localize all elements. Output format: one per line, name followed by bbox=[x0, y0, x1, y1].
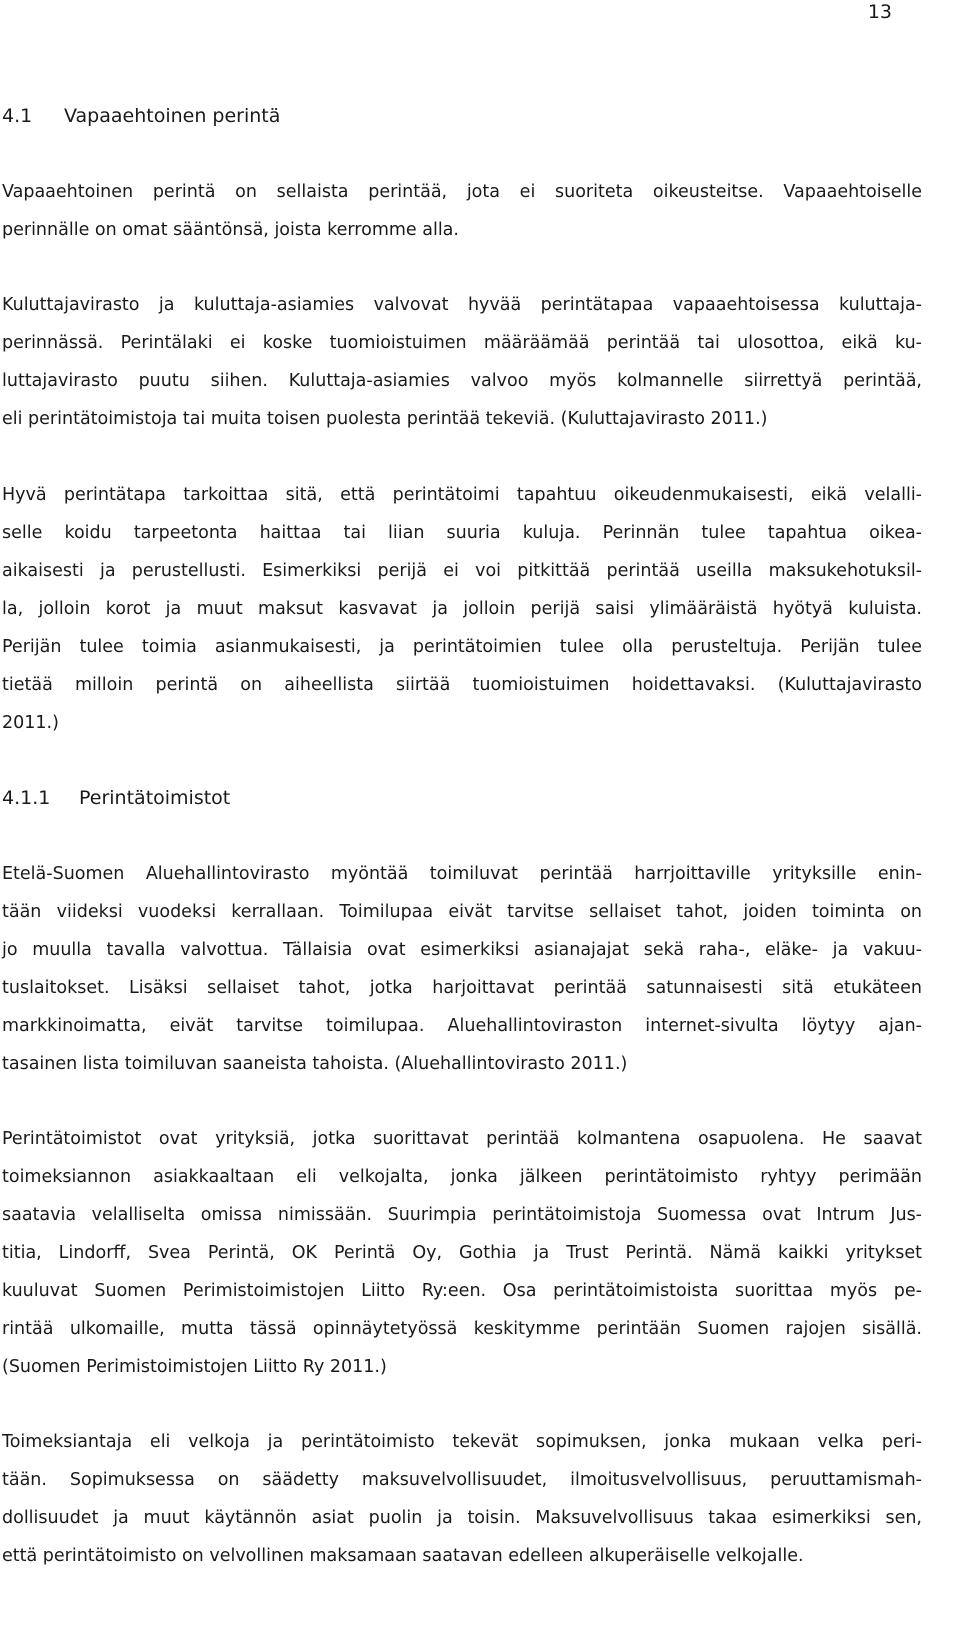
paragraph-line: että perintätoimisto on velvollinen maksamaan saatavan edelleen alkuperäiselle velkojalle. bbox=[2, 1546, 804, 1566]
paragraph-3 bbox=[2, 476, 922, 742]
paragraph-line: dollisuudet ja muut käytännön asiat puolin ja toisin. Maksuvelvollisuus takaa esimerkiksi sen, bbox=[2, 1508, 922, 1528]
paragraph-line: toimeksiannon asiakkaaltaan eli velkojalta, jonka jälkeen perintätoimisto ryhtyy perimään bbox=[2, 1167, 922, 1187]
paragraph-line: perinnässä. Perintälaki ei koske tuomioistuimen määräämää perintää tai ulosottoa, eikä ku- bbox=[2, 333, 922, 353]
paragraph-line: Kuluttajavirasto ja kuluttaja-asiamies valvovat hyvää perintätapaa vapaaehtoisessa kuluttaja- bbox=[2, 295, 922, 315]
subsection-heading bbox=[2, 783, 230, 813]
page-number: 13 bbox=[867, 1, 892, 23]
paragraph-2 bbox=[2, 286, 922, 438]
paragraph-line: tietää milloin perintä on aiheellista siirtää tuomioistuimen hoidettavaksi. (Kuluttajavirasto bbox=[2, 675, 922, 695]
paragraph-line: Toimeksiantaja eli velkoja ja perintätoimisto tekevät sopimuksen, jonka mukaan velka peri- bbox=[2, 1432, 922, 1452]
section-heading bbox=[2, 101, 280, 131]
paragraph-line: markkinoimatta, eivät tarvitse toimilupaa. Aluehallintoviraston internet-sivulta löytyy ajan- bbox=[2, 1016, 922, 1036]
paragraph-line: saatavia velalliselta omissa nimissään. Suurimpia perintätoimistoja Suomessa ovat Intrum Jus- bbox=[2, 1205, 922, 1225]
paragraph-line: 2011.) bbox=[2, 713, 59, 733]
paragraph-4 bbox=[2, 855, 922, 1083]
paragraph-line: kuuluvat Suomen Perimistoimistojen Liitto Ry:een. Osa perintätoimistoista suorittaa myös pe- bbox=[2, 1281, 922, 1301]
paragraph-line: aikaisesti ja perustellusti. Esimerkiksi perijä ei voi pitkittää perintää useilla maksukehotuksil- bbox=[2, 561, 922, 581]
paragraph-5 bbox=[2, 1120, 922, 1386]
paragraph-line: tuslaitokset. Lisäksi sellaiset tahot, jotka harjoittavat perintää satunnaisesti sitä etukäteen bbox=[2, 978, 922, 998]
paragraph-line: Etelä-Suomen Aluehallintovirasto myöntää toimiluvat perintää harrjoittaville yrityksille enin- bbox=[2, 864, 922, 884]
paragraph-6 bbox=[2, 1423, 922, 1575]
section-title: Vapaaehtoinen perintä bbox=[64, 105, 281, 127]
paragraph-line: titia, Lindorff, Svea Perintä, OK Perintä Oy, Gothia ja Trust Perintä. Nämä kaikki yritykset bbox=[2, 1243, 922, 1263]
paragraph-line: Perintätoimistot ovat yrityksiä, jotka suorittavat perintää kolmantena osapuolena. He saavat bbox=[2, 1129, 922, 1149]
paragraph-1 bbox=[2, 173, 922, 249]
paragraph-line: Hyvä perintätapa tarkoittaa sitä, että perintätoimi tapahtuu oikeudenmukaisesti, eikä velalli- bbox=[2, 485, 922, 505]
paragraph-line: Perijän tulee toimia asianmukaisesti, ja perintätoimien tulee olla perusteltuja. Perijän tulee bbox=[2, 637, 922, 657]
paragraph-line: tään viideksi vuodeksi kerrallaan. Toimilupaa eivät tarvitse sellaiset tahot, joiden toiminta on bbox=[2, 902, 922, 922]
paragraph-line: eli perintätoimistoja tai muita toisen puolesta perintää tekeviä. (Kuluttajavirasto 2011.) bbox=[2, 409, 768, 429]
section-number: 4.1 bbox=[2, 105, 33, 127]
paragraph-line: luttajavirasto puutu siihen. Kuluttaja-asiamies valvoo myös kolmannelle siirrettyä perintää, bbox=[2, 371, 922, 391]
paragraph-line: perinnälle on omat sääntönsä, joista kerromme alla. bbox=[2, 220, 459, 240]
subsection-number: 4.1.1 bbox=[2, 787, 51, 809]
subsection-title: Perintätoimistot bbox=[79, 787, 231, 809]
paragraph-line: Vapaaehtoinen perintä on sellaista perintää, jota ei suoriteta oikeusteitse. Vapaaehtoiselle bbox=[2, 182, 922, 202]
paragraph-line: selle koidu tarpeetonta haittaa tai liian suuria kuluja. Perinnän tulee tapahtua oikea- bbox=[2, 523, 922, 543]
paragraph-line: tään. Sopimuksessa on säädetty maksuvelvollisuudet, ilmoitusvelvollisuus, peruuttamismah- bbox=[2, 1470, 922, 1490]
paragraph-line: la, jolloin korot ja muut maksut kasvavat ja jolloin perijä saisi ylimääräistä hyötyä kuluista. bbox=[2, 599, 922, 619]
paragraph-line: jo muulla tavalla valvottua. Tällaisia ovat esimerkiksi asianajajat sekä raha-, eläke- ja vakuu- bbox=[2, 940, 922, 960]
paragraph-line: rintää ulkomaille, mutta tässä opinnäytetyössä keskitymme perintään Suomen rajojen sisällä. bbox=[2, 1319, 922, 1339]
paragraph-line: (Suomen Perimistoimistojen Liitto Ry 2011.) bbox=[2, 1357, 387, 1377]
paragraph-line: tasainen lista toimiluvan saaneista tahoista. (Aluehallintovirasto 2011.) bbox=[2, 1054, 628, 1074]
